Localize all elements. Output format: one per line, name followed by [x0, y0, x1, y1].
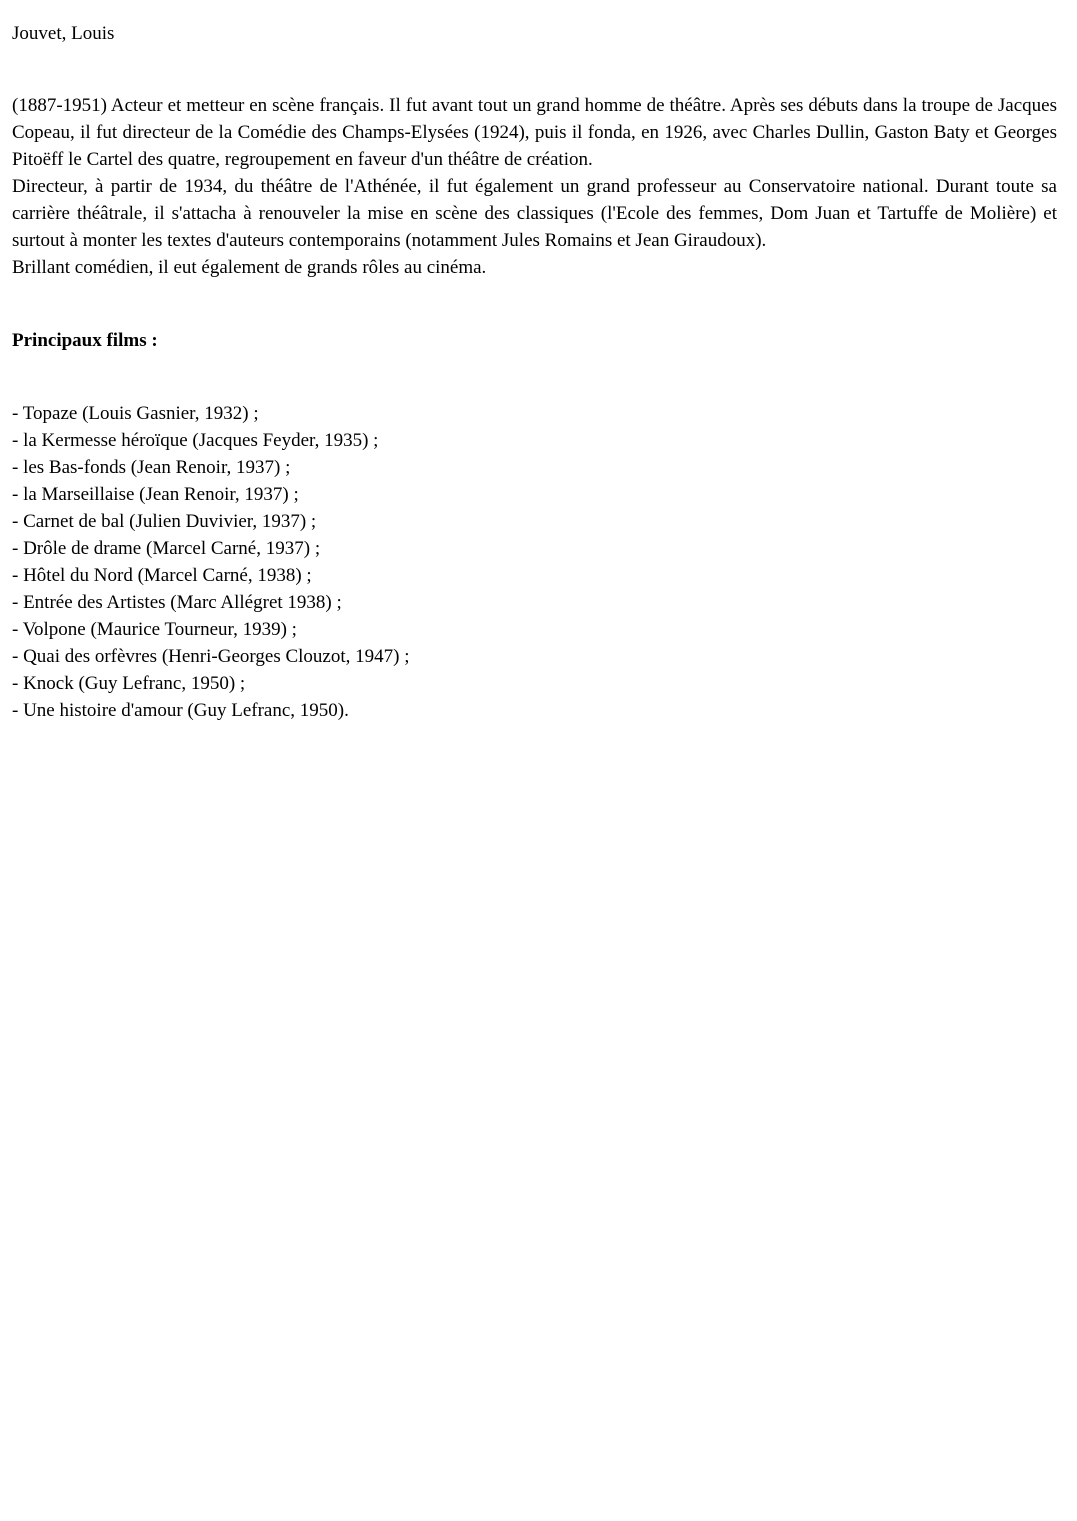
- biography: [12, 92, 1057, 281]
- film-item: - Knock (Guy Lefranc, 1950) ;: [12, 673, 246, 694]
- film-item: - la Marseillaise (Jean Renoir, 1937) ;: [12, 484, 299, 505]
- biography-paragraph: Directeur, à partir de 1934, du théâtre de l'Athénée, il fut également un grand professeur au Conservatoire national. Durant toute sa carrière théâtrale, il s'attacha à renouveler la mise en scène des classiques (l'Ecole des femmes, Dom Juan et Tartuffe de Molière) et surtout à monter les textes d'auteurs contemporains (notamment Jules Romains et Jean Giraudoux).: [12, 176, 1057, 251]
- film-item: - les Bas-fonds (Jean Renoir, 1937) ;: [12, 457, 291, 478]
- entry-title: Jouvet, Louis: [12, 23, 115, 44]
- film-item: - la Kermesse héroïque (Jacques Feyder, 1935) ;: [12, 430, 379, 451]
- film-item: - Topaze (Louis Gasnier, 1932) ;: [12, 403, 259, 424]
- film-item: - Une histoire d'amour (Guy Lefranc, 1950).: [12, 700, 349, 721]
- film-item: - Carnet de bal (Julien Duvivier, 1937) ;: [12, 511, 317, 532]
- film-item: - Entrée des Artistes (Marc Allégret 1938) ;: [12, 592, 342, 613]
- biography-paragraph: Brillant comédien, il eut également de grands rôles au cinéma.: [12, 257, 487, 278]
- film-item: - Quai des orfèvres (Henri-Georges Clouzot, 1947) ;: [12, 646, 410, 667]
- film-item: - Drôle de drame (Marcel Carné, 1937) ;: [12, 538, 321, 559]
- biography-paragraph: (1887-1951) Acteur et metteur en scène français. Il fut avant tout un grand homme de théâtre. Après ses débuts dans la troupe de Jacques Copeau, il fut directeur de la Comédie des Champs-Elysées (1924), puis il fonda, en 1926, avec Charles Dullin, Gaston Baty et Georges Pitoëff le Cartel des quatre, regroupement en faveur d'un théâtre de création.: [12, 95, 1057, 170]
- film-item: - Volpone (Maurice Tourneur, 1939) ;: [12, 619, 297, 640]
- films-heading: Principaux films :: [12, 330, 158, 351]
- film-list: [12, 400, 1057, 724]
- film-item: - Hôtel du Nord (Marcel Carné, 1938) ;: [12, 565, 312, 586]
- document-page: [12, 20, 1057, 724]
